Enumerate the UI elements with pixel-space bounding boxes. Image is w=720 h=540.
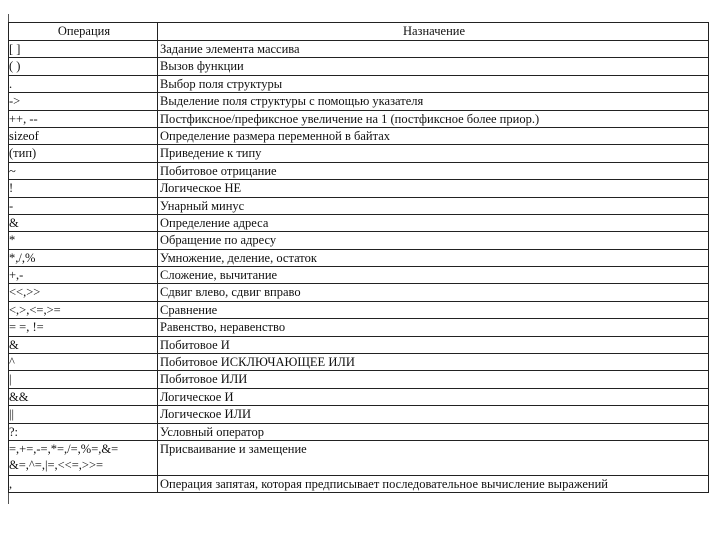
table-row: [9, 267, 709, 284]
purpose-cell: Побитовое ИСКЛЮЧАЮЩЕЕ ИЛИ: [158, 354, 709, 371]
operation-cell: <,>,<=,>=: [9, 301, 158, 318]
purpose-cell: Умножение, деление, остаток: [158, 249, 709, 266]
operation-cell: -: [9, 197, 158, 214]
operation-cell: ~: [9, 162, 158, 179]
operation-cell: ?:: [9, 423, 158, 440]
table-row: [9, 110, 709, 127]
purpose-cell: Логическое ИЛИ: [158, 406, 709, 423]
table-row: [9, 301, 709, 318]
table-row: [9, 197, 709, 214]
operation-cell: +,-: [9, 267, 158, 284]
table-row: [9, 336, 709, 353]
purpose-cell: Сложение, вычитание: [158, 267, 709, 284]
table-row: [9, 41, 709, 58]
purpose-cell: Побитовое отрицание: [158, 162, 709, 179]
table-row: [9, 162, 709, 179]
purpose-cell: Приведение к типу: [158, 145, 709, 162]
purpose-cell: Операция запятая, которая предписывает последовательное вычисление выражений: [158, 475, 709, 492]
purpose-cell: Побитовое И: [158, 336, 709, 353]
operation-cell: ->: [9, 93, 158, 110]
table-row: [9, 232, 709, 249]
purpose-cell: Задание элемента массива: [158, 41, 709, 58]
operation-cell: ( ): [9, 58, 158, 75]
table-row: [9, 388, 709, 405]
table-row: [9, 284, 709, 301]
table-row: [9, 180, 709, 197]
operations-table: [8, 22, 709, 493]
purpose-cell: Выделение поля структуры с помощью указателя: [158, 93, 709, 110]
column-header-purpose: Назначение: [158, 23, 709, 41]
purpose-cell: Постфиксное/префиксное увеличение на 1 (постфиксное более приор.): [158, 110, 709, 127]
operation-cell: &&: [9, 388, 158, 405]
table-row: [9, 249, 709, 266]
purpose-cell: Определение адреса: [158, 214, 709, 231]
operation-cell: ++, --: [9, 110, 158, 127]
operation-cell: &: [9, 214, 158, 231]
purpose-cell: Условный оператор: [158, 423, 709, 440]
table-row: [9, 354, 709, 371]
operation-cell: *: [9, 232, 158, 249]
operation-cell: sizeof: [9, 127, 158, 144]
purpose-cell: Обращение по адресу: [158, 232, 709, 249]
operation-cell: =,+=,-=,*=,/=,%=,&= &=,^=,|=,<<=,>>=: [9, 440, 158, 475]
operation-cell: |: [9, 371, 158, 388]
purpose-cell: Сравнение: [158, 301, 709, 318]
purpose-cell: Присваивание и замещение: [158, 440, 709, 475]
purpose-cell: Логическое НЕ: [158, 180, 709, 197]
operation-cell: !: [9, 180, 158, 197]
operation-cell: <<,>>: [9, 284, 158, 301]
table-row: [9, 440, 709, 475]
table-row: [9, 319, 709, 336]
purpose-cell: Равенство, неравенство: [158, 319, 709, 336]
table-header-row: [9, 23, 709, 41]
table-row: [9, 371, 709, 388]
purpose-cell: Унарный минус: [158, 197, 709, 214]
table-row: [9, 214, 709, 231]
purpose-cell: Сдвиг влево, сдвиг вправо: [158, 284, 709, 301]
purpose-cell: Выбор поля структуры: [158, 75, 709, 92]
operation-cell: &: [9, 336, 158, 353]
operation-cell: *,/,%: [9, 249, 158, 266]
column-header-operation: Операция: [9, 23, 158, 41]
table-row: [9, 58, 709, 75]
operation-cell: ,: [9, 475, 158, 492]
table-row: [9, 475, 709, 492]
purpose-cell: Логическое И: [158, 388, 709, 405]
table-row: [9, 93, 709, 110]
table-row: [9, 423, 709, 440]
table-row: [9, 406, 709, 423]
purpose-cell: Побитовое ИЛИ: [158, 371, 709, 388]
operation-cell: ||: [9, 406, 158, 423]
purpose-cell: Определение размера переменной в байтах: [158, 127, 709, 144]
operation-cell: = =, !=: [9, 319, 158, 336]
operation-cell: .: [9, 75, 158, 92]
table-row: [9, 75, 709, 92]
purpose-cell: Вызов функции: [158, 58, 709, 75]
operation-cell: [ ]: [9, 41, 158, 58]
operation-cell: ^: [9, 354, 158, 371]
operation-cell: (тип): [9, 145, 158, 162]
table-row: [9, 145, 709, 162]
table-row: [9, 127, 709, 144]
